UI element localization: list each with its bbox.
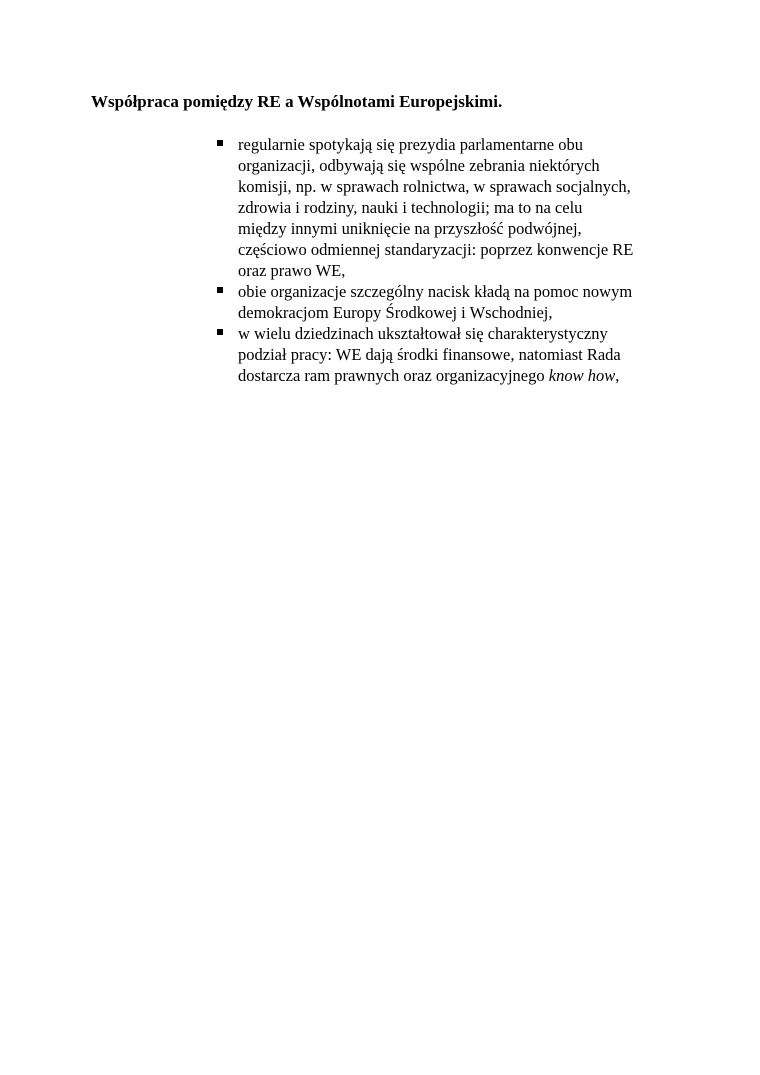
bullet-text-segment: dostarcza ram prawnych oraz organizacyjnego (238, 366, 549, 385)
bullet-text-line: regularnie spotykają się prezydia parlamentarne obu (238, 135, 583, 154)
list-item (238, 281, 678, 323)
square-bullet-icon (217, 287, 223, 293)
bullet-text-line (238, 365, 678, 386)
document-title: Współpraca pomiędzy RE a Wspólnotami Europejskimi. (91, 92, 503, 111)
square-bullet-icon (217, 329, 223, 335)
bullet-text-line: w wielu dziedzinach ukształtował się charakterystyczny (238, 324, 608, 343)
square-bullet-icon (217, 140, 223, 146)
bullet-text-line: oraz prawo WE, (238, 261, 346, 280)
italic-term: know how (548, 366, 616, 385)
bullet-text-segment: , (615, 366, 620, 385)
bullet-text-line: demokracjom Europy Środkowej i Wschodniej, (238, 303, 553, 322)
bullet-text-line: między innymi uniknięcie na przyszłość podwójnej, (238, 219, 582, 238)
bullet-text-line: częściowo odmiennej standaryzacji: poprzez konwencje RE (238, 240, 634, 259)
list-item (238, 134, 678, 281)
bullet-text-line: podział pracy: WE dają środki finansowe, natomiast Rada (238, 345, 621, 364)
bullet-list (238, 134, 678, 386)
bullet-text-line: zdrowia i rodziny, nauki i technologii; ma to na celu (238, 198, 583, 217)
bullet-text-line: komisji, np. w sprawach rolnictwa, w sprawach socjalnych, (238, 177, 631, 196)
bullet-text-line: organizacji, odbywają się wspólne zebrania niektórych (238, 156, 600, 175)
list-item (238, 323, 678, 386)
bullet-text-line: obie organizacje szczególny nacisk kładą na pomoc nowym (238, 282, 633, 301)
